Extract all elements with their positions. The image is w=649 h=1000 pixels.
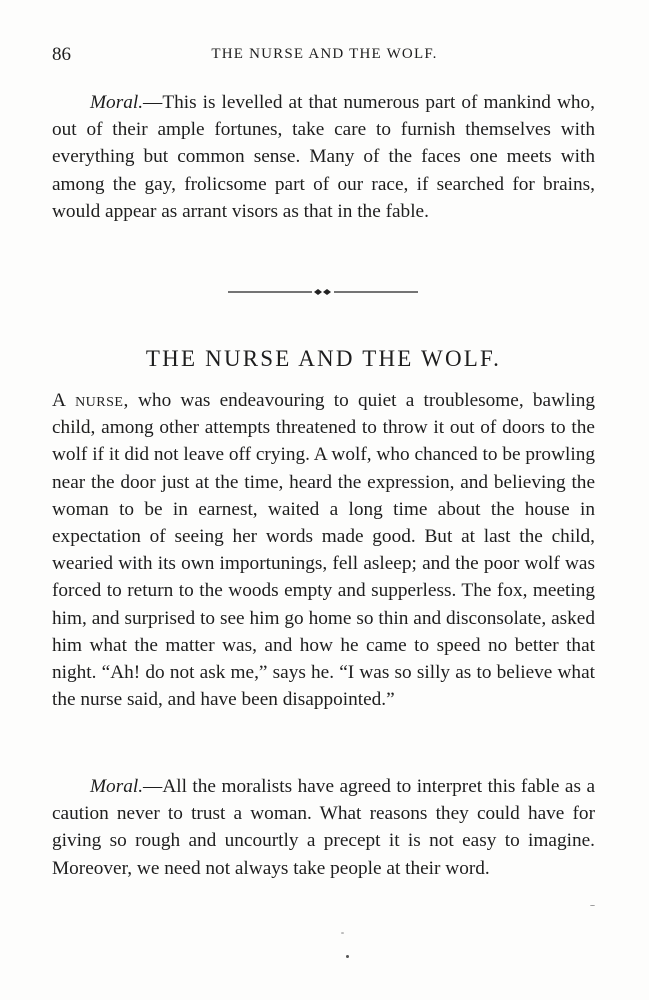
fable-moral: [52, 773, 595, 882]
fable-paragraph: [52, 387, 595, 713]
fable-lead-caps: A nurse,: [52, 390, 129, 411]
print-speck: [341, 932, 344, 934]
fable-body: [52, 387, 595, 713]
fable-title: THE NURSE AND THE WOLF.: [145, 346, 502, 371]
moral-label: Moral.: [90, 92, 144, 113]
section-divider-ornament: [226, 285, 420, 299]
running-title: THE NURSE AND THE WOLF.: [211, 46, 438, 62]
fable-text: who was endeavouring to quiet a troublesome, bawling child, among other attempts threatened to throw it out of doors to the wolf if it did not leave off crying. A wolf, who chanced to be prowling near the door just at the time, heard the expression, and believing the woman to be in earnest, waited a long time about the house in expectation of seeing her words made good. But at last the child, wearied with its own importunings, fell asleep; and the poor wolf was forced to return to the woods empty and supperless. The fox, meeting him, and surprised to see him go home so thin and disconsolate, asked him what the matter was, and how he came to speed no better that night. “Ah! do not ask me,” says he. “I was so silly as to believe what the nurse said, and have been disappointed.”: [52, 390, 595, 711]
page-number: 86: [52, 44, 71, 65]
moral-text: —All the moralists have agreed to interpret this fable as a caution never to trust a woman. What reasons they could have for giving so rough and uncourtly a precept it is not easy to imagine. Moreover, we need not always take people at their word.: [52, 776, 595, 879]
moral-text: —This is levelled at that numerous part of mankind who, out of their ample fortunes, take care to furnish themselves with everything but common sense. Many of the faces one meets with among the gay, frolicsome part of our race, if searched for brains, would appear as arrant visors as that in the fable.: [52, 92, 595, 222]
moral-paragraph: [52, 773, 595, 882]
running-head: [52, 44, 597, 68]
moral-paragraph: [52, 89, 595, 225]
print-speck: [346, 955, 349, 958]
previous-fable-moral: [52, 89, 595, 225]
moral-label: Moral.: [90, 776, 144, 797]
print-speck: [590, 905, 595, 906]
